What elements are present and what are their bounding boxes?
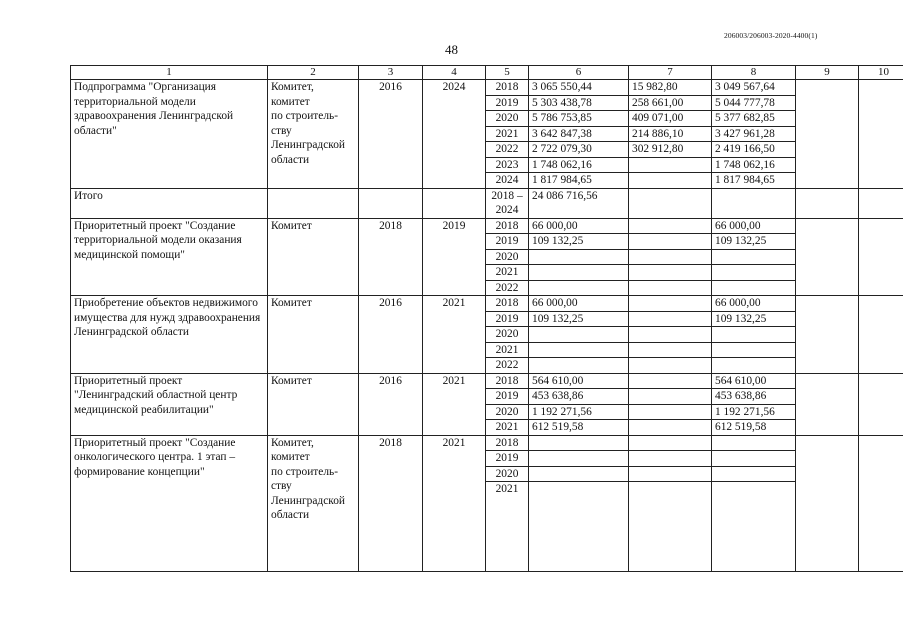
amount-regional-cell: 1 192 271,56 [712, 404, 796, 420]
year-cell: 2019 [486, 389, 529, 405]
year-cell: 2022 [486, 358, 529, 374]
executor-cell: Комитет [268, 218, 359, 296]
amount-federal-cell [629, 296, 712, 312]
executor-cell: Комитет [268, 296, 359, 374]
column-header: 8 [712, 66, 796, 80]
year-cell: 2018 [486, 218, 529, 234]
table-row [71, 435, 903, 451]
year-cell: 2022 [486, 280, 529, 296]
column-header: 9 [796, 66, 859, 80]
program-name-cell: Подпрограмма "Организация территориальной модели здравоохранения Ленинградской области" [71, 80, 268, 189]
amount-federal-cell [629, 451, 712, 467]
column-header-row [71, 66, 903, 80]
column-9-cell [796, 80, 859, 189]
start-year-cell: 2016 [359, 296, 423, 374]
program-name-cell: Приоритетный проект "Создание территориальной модели оказания медицинской помощи" [71, 218, 268, 296]
column-10-cell [859, 188, 903, 218]
year-cell: 2021 [486, 265, 529, 281]
amount-regional-cell: 66 000,00 [712, 296, 796, 312]
year-cell: 2021 [486, 342, 529, 358]
amount-regional-cell [712, 188, 796, 218]
executor-cell [268, 188, 359, 218]
amount-total-cell: 5 303 438,78 [529, 95, 629, 111]
amount-total-cell: 1 748 062,16 [529, 157, 629, 173]
amount-total-cell [529, 280, 629, 296]
amount-federal-cell [629, 342, 712, 358]
amount-total-cell [529, 482, 629, 572]
amount-total-cell [529, 249, 629, 265]
year-cell: 2018 [486, 80, 529, 96]
program-name-cell: Приоритетный проект "Создание онкологического центра. 1 этап – формирование концепции" [71, 435, 268, 572]
table-row [71, 373, 903, 389]
year-cell: 2023 [486, 157, 529, 173]
amount-total-cell [529, 327, 629, 343]
amount-federal-cell [629, 389, 712, 405]
table-row [71, 188, 903, 218]
amount-total-cell: 66 000,00 [529, 296, 629, 312]
amount-federal-cell [629, 358, 712, 374]
amount-regional-cell: 3 049 567,64 [712, 80, 796, 96]
column-9-cell [796, 296, 859, 374]
amount-total-cell: 3 642 847,38 [529, 126, 629, 142]
year-cell: 2020 [486, 404, 529, 420]
amount-total-cell [529, 451, 629, 467]
amount-federal-cell [629, 249, 712, 265]
amount-total-cell: 1 817 984,65 [529, 173, 629, 189]
amount-federal-cell [629, 482, 712, 572]
amount-total-cell [529, 435, 629, 451]
end-year-cell [423, 188, 486, 218]
column-header: 2 [268, 66, 359, 80]
amount-regional-cell [712, 342, 796, 358]
program-name-cell: Итого [71, 188, 268, 218]
amount-total-cell: 24 086 716,56 [529, 188, 629, 218]
amount-regional-cell: 1 817 984,65 [712, 173, 796, 189]
amount-total-cell [529, 342, 629, 358]
column-header: 3 [359, 66, 423, 80]
column-10-cell [859, 435, 903, 572]
budget-table [70, 65, 903, 572]
column-10-cell [859, 218, 903, 296]
year-cell: 2019 [486, 234, 529, 250]
amount-total-cell [529, 265, 629, 281]
amount-total-cell: 109 132,25 [529, 234, 629, 250]
amount-total-cell: 109 132,25 [529, 311, 629, 327]
amount-total-cell: 1 192 271,56 [529, 404, 629, 420]
table-row [71, 218, 903, 234]
start-year-cell: 2016 [359, 80, 423, 189]
amount-regional-cell: 2 419 166,50 [712, 142, 796, 158]
column-header: 1 [71, 66, 268, 80]
start-year-cell: 2016 [359, 373, 423, 435]
end-year-cell: 2021 [423, 435, 486, 572]
amount-federal-cell [629, 188, 712, 218]
column-header: 10 [859, 66, 903, 80]
amount-regional-cell: 5 044 777,78 [712, 95, 796, 111]
executor-cell: Комитет, комитет по строитель- ству Ленинградской области [268, 80, 359, 189]
amount-regional-cell: 5 377 682,85 [712, 111, 796, 127]
amount-federal-cell: 258 661,00 [629, 95, 712, 111]
amount-total-cell: 564 610,00 [529, 373, 629, 389]
year-cell: 2019 [486, 311, 529, 327]
amount-total-cell: 3 065 550,44 [529, 80, 629, 96]
end-year-cell: 2024 [423, 80, 486, 189]
amount-federal-cell [629, 466, 712, 482]
year-cell: 2022 [486, 142, 529, 158]
amount-federal-cell [629, 435, 712, 451]
table-row [71, 80, 903, 96]
amount-regional-cell: 66 000,00 [712, 218, 796, 234]
amount-regional-cell [712, 466, 796, 482]
year-cell: 2020 [486, 327, 529, 343]
amount-regional-cell [712, 482, 796, 572]
year-cell: 2021 [486, 420, 529, 436]
amount-federal-cell [629, 420, 712, 436]
executor-cell: Комитет [268, 373, 359, 435]
amount-regional-cell [712, 280, 796, 296]
amount-federal-cell [629, 327, 712, 343]
year-cell: 2020 [486, 466, 529, 482]
amount-total-cell: 2 722 079,30 [529, 142, 629, 158]
amount-federal-cell [629, 265, 712, 281]
amount-total-cell: 5 786 753,85 [529, 111, 629, 127]
amount-regional-cell: 109 132,25 [712, 234, 796, 250]
year-cell: 2018 [486, 435, 529, 451]
amount-regional-cell [712, 265, 796, 281]
column-9-cell [796, 373, 859, 435]
amount-federal-cell [629, 218, 712, 234]
column-9-cell [796, 435, 859, 572]
amount-federal-cell [629, 311, 712, 327]
column-9-cell [796, 218, 859, 296]
program-name-cell: Приоритетный проект "Ленинградский областной центр медицинской реабилитации" [71, 373, 268, 435]
amount-federal-cell [629, 404, 712, 420]
year-cell: 2019 [486, 95, 529, 111]
amount-total-cell: 66 000,00 [529, 218, 629, 234]
amount-regional-cell: 109 132,25 [712, 311, 796, 327]
end-year-cell: 2021 [423, 373, 486, 435]
column-10-cell [859, 80, 903, 189]
column-header: 5 [486, 66, 529, 80]
amount-regional-cell: 3 427 961,28 [712, 126, 796, 142]
amount-federal-cell: 15 982,80 [629, 80, 712, 96]
end-year-cell: 2021 [423, 296, 486, 374]
start-year-cell: 2018 [359, 435, 423, 572]
year-cell: 2019 [486, 451, 529, 467]
year-cell: 2024 [486, 173, 529, 189]
table-row [71, 296, 903, 312]
amount-federal-cell: 302 912,80 [629, 142, 712, 158]
amount-regional-cell: 564 610,00 [712, 373, 796, 389]
year-cell: 2018 [486, 373, 529, 389]
amount-regional-cell [712, 451, 796, 467]
amount-federal-cell: 409 071,00 [629, 111, 712, 127]
amount-total-cell [529, 358, 629, 374]
column-header: 6 [529, 66, 629, 80]
year-cell: 2018 [486, 296, 529, 312]
amount-federal-cell [629, 373, 712, 389]
amount-regional-cell [712, 358, 796, 374]
amount-regional-cell: 1 748 062,16 [712, 157, 796, 173]
executor-cell: Комитет, комитет по строитель- ству Ленинградской области [268, 435, 359, 572]
column-10-cell [859, 296, 903, 374]
column-9-cell [796, 188, 859, 218]
amount-federal-cell [629, 280, 712, 296]
program-name-cell: Приобретение объектов недвижимого имущества для нужд здравоохранения Ленинградской области [71, 296, 268, 374]
year-cell: 2020 [486, 249, 529, 265]
year-cell: 2021 [486, 126, 529, 142]
amount-regional-cell: 453 638,86 [712, 389, 796, 405]
amount-regional-cell [712, 249, 796, 265]
start-year-cell: 2018 [359, 218, 423, 296]
amount-total-cell [529, 466, 629, 482]
start-year-cell [359, 188, 423, 218]
amount-federal-cell [629, 157, 712, 173]
year-cell: 2021 [486, 482, 529, 572]
amount-regional-cell [712, 435, 796, 451]
column-header: 4 [423, 66, 486, 80]
amount-federal-cell [629, 173, 712, 189]
amount-total-cell: 612 519,58 [529, 420, 629, 436]
column-header: 7 [629, 66, 712, 80]
year-cell: 2018 – 2024 [486, 188, 529, 218]
document-reference: 206003/206003-2020-4400(1) [724, 31, 818, 40]
amount-regional-cell [712, 327, 796, 343]
year-cell: 2020 [486, 111, 529, 127]
amount-regional-cell: 612 519,58 [712, 420, 796, 436]
column-10-cell [859, 373, 903, 435]
amount-total-cell: 453 638,86 [529, 389, 629, 405]
page-number: 48 [445, 42, 458, 57]
end-year-cell: 2019 [423, 218, 486, 296]
amount-federal-cell: 214 886,10 [629, 126, 712, 142]
amount-federal-cell [629, 234, 712, 250]
